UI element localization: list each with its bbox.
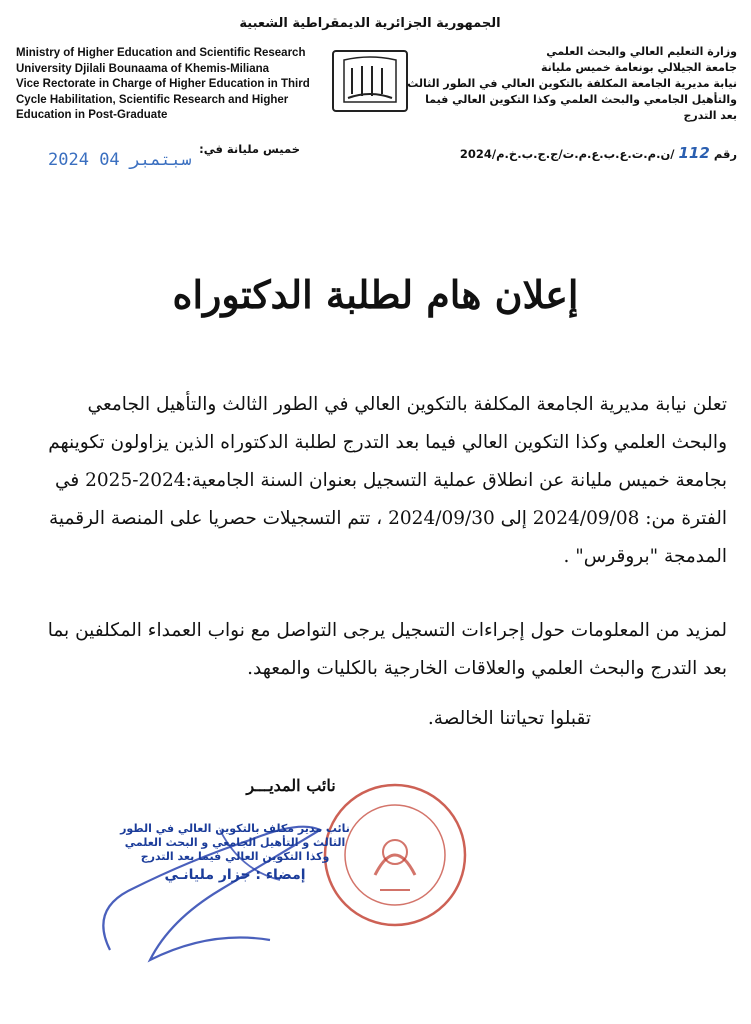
reference-number bbox=[437, 144, 737, 162]
english-header-line: Cycle Habilitation, Scientific Research and Higher bbox=[16, 93, 289, 106]
stamp-line: نائب مدير مكلف بالتكوين العالي في الطور bbox=[120, 822, 350, 835]
signature-stamp bbox=[120, 822, 350, 882]
reference-label: رقم bbox=[713, 147, 737, 161]
closing-line: تقبلوا تحياتنا الخالصة. bbox=[427, 708, 591, 729]
english-header-line: Education in Post-Graduate bbox=[16, 109, 168, 122]
body-paragraph-2: لمزيد من المعلومات حول إجراءات التسجيل يرجى التواصل مع نواب العمداء المكلفين بما بعد التدرج والبحث العلمي والعلاقات الخارجية بالكليات والمعهد. bbox=[47, 620, 727, 679]
reference-code: /ن.م.ت.ع.ب.ع.م.ت/ج.ج.ب.خ.م/2024 bbox=[459, 147, 675, 161]
english-header-line: Ministry of Higher Education and Scientific Research bbox=[16, 47, 306, 59]
english-header-line: University Djilali Bounaama of Khemis-Miliana bbox=[16, 62, 270, 75]
stamp-name: إمضاء : جزار مليانـي bbox=[164, 867, 306, 883]
stamp-line: وكذا التكوين العالي فيما بعد التدرج bbox=[140, 850, 330, 863]
place-label: خميس مليانة في: bbox=[199, 142, 300, 156]
arabic-header-line: نيابة مديرية الجامعة المكلفة بالتكوين العالي في الطور الثالث bbox=[407, 77, 737, 90]
university-logo bbox=[332, 50, 408, 112]
english-header bbox=[16, 46, 336, 124]
republic-header: الجمهورية الجزائرية الديمقراطية الشعبية bbox=[239, 16, 501, 31]
announcement-title: إعلان هام لطلبة الدكتوراه bbox=[172, 272, 579, 317]
deputy-director-label: نائب المديـــر bbox=[246, 776, 336, 795]
reference-handwritten-number: 112 bbox=[678, 144, 710, 162]
arabic-header-line: والتأهيل الجامعي والبحث العلمي وكذا التكوين العالي فيما بعد التدرج bbox=[425, 93, 737, 122]
arabic-header-line: وزارة التعليم العالي والبحث العلمي bbox=[546, 45, 737, 58]
stamp-line: الثالث و التأهيل الجامعي و البحث العلمي bbox=[124, 836, 346, 849]
arabic-header-line: جامعة الجيلالي بونعامة خميس مليانة bbox=[540, 61, 737, 74]
body-paragraph-1: تعلن نيابة مديرية الجامعة المكلفة بالتكوين العالي في الطور الثالث والتأهيل الجامعي والبحث العلمي وكذا التكوين العالي فيما بعد التدرج لطلبة الدكتوراه الذين يزاولون تكوينهم بجامعة خميس مليانة عن انطلاق عملية التسجيل بعنوان السنة الجامعية:2024-2025 في الفترة من: 2024/09/08 إلى 2024/09/30 ، تتم التسجيلات حصريا على المنصة الرقمية المدمجة "بروقرس" . bbox=[48, 394, 727, 567]
english-header-line: Vice Rectorate in Charge of Higher Education in Third bbox=[16, 78, 310, 91]
arabic-header bbox=[407, 44, 737, 124]
date-stamp: 2024 سبتمبر 04 bbox=[48, 150, 192, 170]
